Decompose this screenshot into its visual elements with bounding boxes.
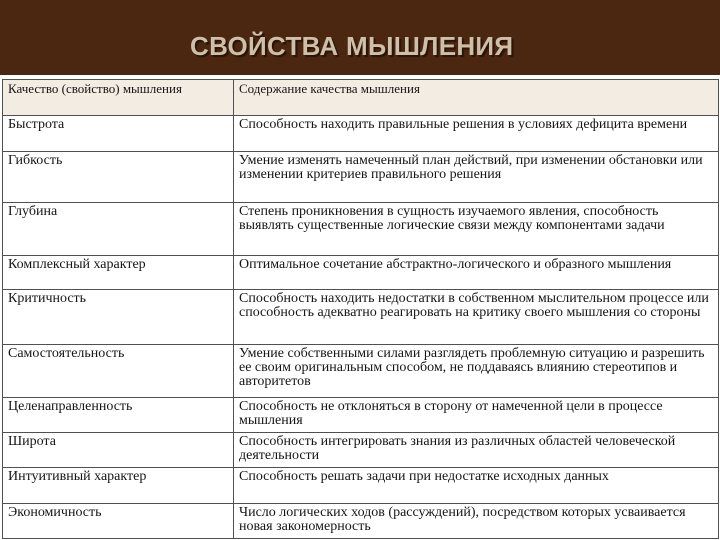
content-cell: Степень проникновения в сущность изучаемого явления, способность выявлять существенные логические связи между компонентами задачи — [234, 203, 719, 255]
content-cell: Число логических ходов (рассуждений), посредством которых усваивается новая закономерность — [234, 503, 719, 538]
quality-cell: Интуитивный характер — [3, 468, 234, 503]
content-cell: Способность интегрировать знания из различных областей человеческой деятельности — [234, 433, 719, 468]
table-row — [3, 116, 719, 151]
content-cell: Оптимальное сочетание абстрактно-логического и образного мышления — [234, 255, 719, 289]
quality-cell: Глубина — [3, 203, 234, 255]
table-row — [3, 503, 719, 538]
content-cell: Умение изменять намеченный план действий, при изменении обстановки или изменении критериев правильного решения — [234, 151, 719, 202]
content-cell: Умение собственными силами разглядеть проблемную ситуацию и разрешить ее своим оригинальным способом, не поддаваясь влиянию стереотипов и авторитетов — [234, 345, 719, 397]
table-row — [3, 151, 719, 202]
content-cell: Способность находить недостатки в собственном мыслительном процессе или способность адекватно реагировать на критику своего мышления со стороны — [234, 289, 719, 344]
table-row — [3, 433, 719, 468]
quality-cell: Самостоятельность — [3, 345, 234, 397]
quality-cell: Гибкость — [3, 151, 234, 202]
quality-cell: Широта — [3, 433, 234, 468]
quality-cell: Комплексный характер — [3, 255, 234, 289]
table-header-row — [3, 80, 719, 116]
table-row — [3, 468, 719, 503]
header-content: Содержание качества мышления — [234, 80, 719, 116]
table-row — [3, 255, 719, 289]
quality-cell: Быстрота — [3, 116, 234, 151]
table-row — [3, 289, 719, 344]
content-cell: Способность не отклоняться в сторону от намеченной цели в процессе мышления — [234, 397, 719, 432]
quality-cell: Экономичность — [3, 503, 234, 538]
title-banner — [0, 0, 720, 75]
thinking-properties-table — [2, 79, 719, 539]
table-row — [3, 397, 719, 432]
table-row — [3, 203, 719, 255]
header-quality: Качество (свойство) мышления — [3, 80, 234, 116]
slide-title: СВОЙСТВА МЫШЛЕНИЯ — [190, 31, 514, 61]
content-cell: Способность находить правильные решения в условиях дефицита времени — [234, 116, 719, 151]
content-cell: Способность решать задачи при недостатке исходных данных — [234, 468, 719, 503]
table-sheet — [0, 75, 720, 540]
quality-cell: Целенаправленность — [3, 397, 234, 432]
quality-cell: Критичность — [3, 289, 234, 344]
table-row — [3, 345, 719, 397]
